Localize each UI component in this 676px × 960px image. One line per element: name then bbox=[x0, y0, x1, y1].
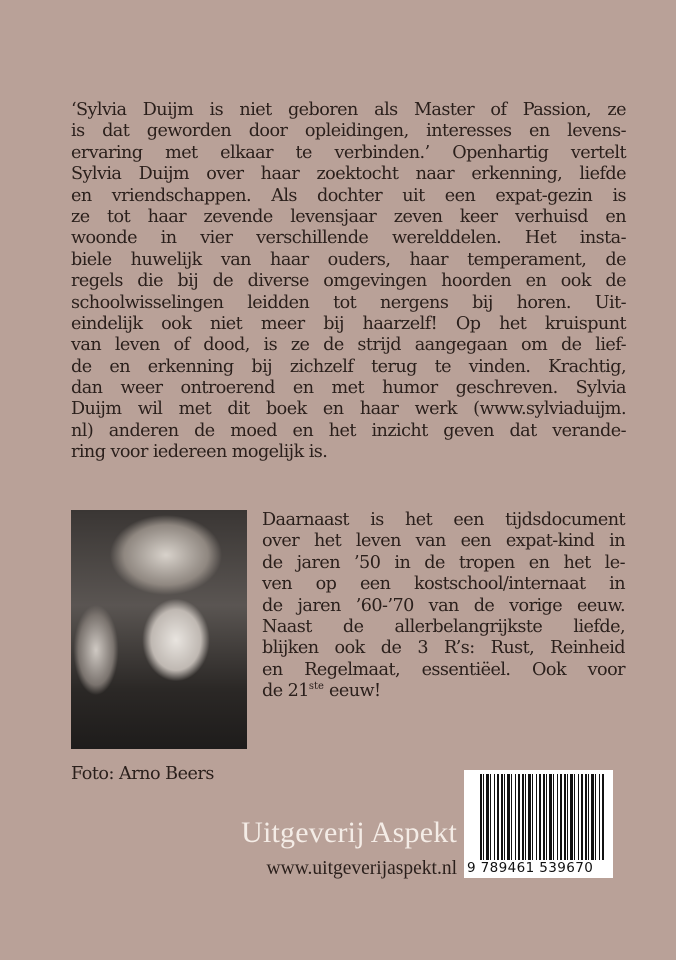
blurb-line: eindelijk ook niet meer bij haarzelf! Op het kruispunt bbox=[71, 313, 626, 334]
blurb-line: schoolwisselingen leidden tot nergens bij horen. Uit- bbox=[71, 292, 626, 313]
blurb-line: van leven of dood, is ze de strijd aangegaan om de lief- bbox=[71, 335, 626, 356]
isbn-barcode bbox=[464, 770, 613, 878]
blurb-line: biele huwelijk van haar ouders, haar temperament, de bbox=[71, 249, 626, 270]
blurb-line: ring voor iedereen mogelijk is. bbox=[71, 442, 328, 463]
para2-line: de jaren ’60-’70 van de vorige eeuw. bbox=[262, 595, 625, 616]
blurb-text bbox=[71, 100, 626, 464]
blurb-line: ‘Sylvia Duijm is niet geboren als Master of Passion, ze bbox=[71, 100, 626, 120]
para2-line: over het leven van een expat-kind in bbox=[262, 531, 625, 552]
para2-line: ven op een kostschool/internaat in bbox=[262, 574, 625, 595]
second-paragraph bbox=[262, 510, 625, 703]
para2-line: Daarnaast is het een tijdsdocument bbox=[262, 510, 625, 530]
para2-last-suffix: eeuw! bbox=[323, 681, 381, 702]
blurb-line: Sylvia Duijm over haar zoektocht naar erkenning, liefde bbox=[71, 164, 626, 185]
para2-line: en Regelmaat, essentiëel. Ook voor bbox=[262, 659, 625, 680]
blurb-line: ervaring met elkaar te verbinden.’ Openhartig vertelt bbox=[71, 142, 626, 163]
blurb-line: de en erkenning bij zichzelf terug te vinden. Krachtig, bbox=[71, 356, 626, 377]
photo-credit: Foto: Arno Beers bbox=[71, 764, 214, 784]
author-photo bbox=[71, 510, 247, 749]
ordinal-superscript: ste bbox=[308, 681, 324, 693]
para2-line: blijken ook de 3 R’s: Rust, Reinheid bbox=[262, 638, 625, 659]
para2-line: de jaren ’50 in de tropen en het le- bbox=[262, 552, 625, 573]
barcode-bars-icon bbox=[480, 774, 606, 860]
publisher-name: Uitgeverij Aspekt bbox=[241, 816, 457, 849]
para2-last-prefix: de 21 bbox=[262, 681, 309, 702]
blurb-line: nl) anderen de moed en het inzicht geven dat verande- bbox=[71, 420, 626, 441]
blurb-line: ze tot haar zevende levensjaar zeven keer verhuisd en bbox=[71, 206, 626, 227]
blurb-line: woonde in vier verschillende werelddelen. Het insta- bbox=[71, 228, 626, 249]
para2-line: Naast de allerbelangrijkste liefde, bbox=[262, 616, 625, 637]
blurb-line: en vriendschappen. Als dochter uit een expat-gezin is bbox=[71, 185, 626, 206]
blurb-line: regels die bij de diverse omgevingen hoorden en ook de bbox=[71, 271, 626, 292]
isbn-digits: 9 789461 539670 bbox=[467, 861, 611, 876]
blurb-line: Duijm wil met dit boek en haar werk (www.sylviaduijm. bbox=[71, 399, 626, 420]
publisher-website: www.uitgeverijaspekt.nl bbox=[266, 858, 457, 879]
blurb-line: dan weer ontroerend en met humor geschreven. Sylvia bbox=[71, 378, 626, 399]
blurb-line: is dat geworden door opleidingen, interesses en levens- bbox=[71, 121, 626, 142]
para2-last-line bbox=[262, 681, 625, 702]
